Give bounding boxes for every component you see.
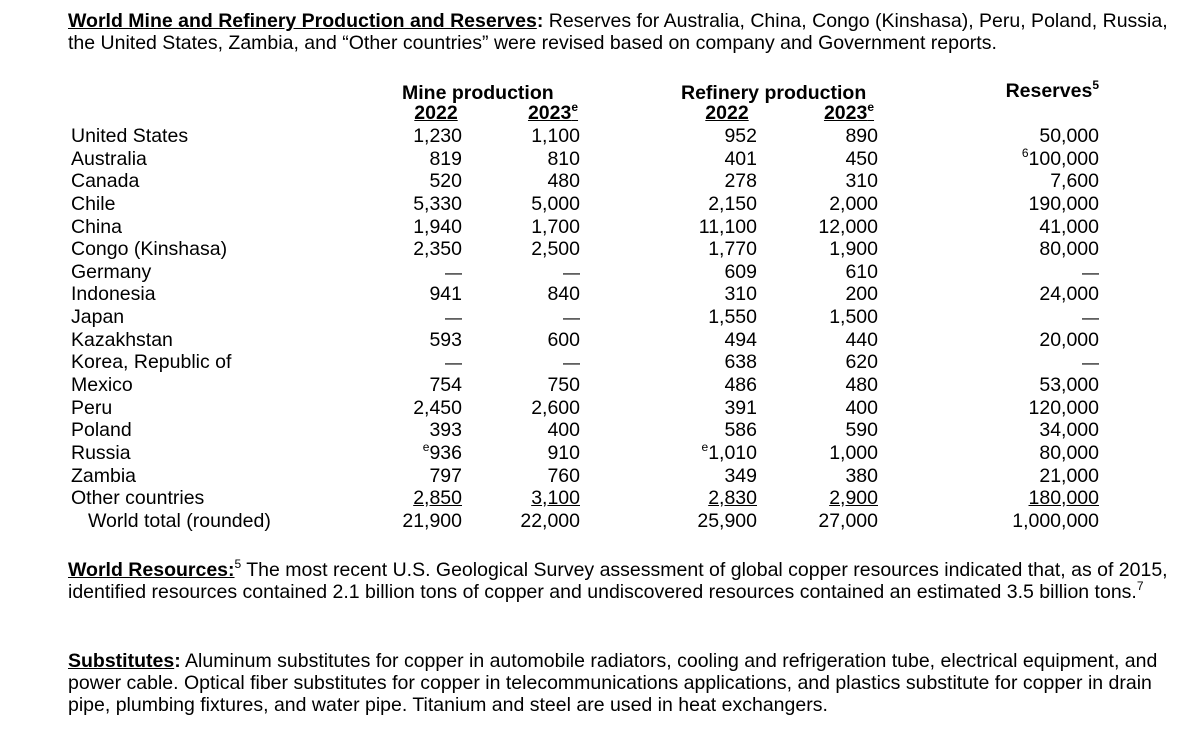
reserves-cell: 41,000 <box>1039 215 1099 238</box>
refinery-2022-cell: 11,100 <box>698 215 757 238</box>
country-name: Peru <box>71 396 113 419</box>
mine-2023-cell: 750 <box>547 374 580 397</box>
country-name: Zambia <box>71 464 137 487</box>
mine-2022-cell: — <box>445 353 462 373</box>
mine-2023-cell: 3,100 <box>531 487 580 510</box>
mine-2023-cell: 400 <box>547 419 580 442</box>
refinery-2023-cell: 1,500 <box>829 306 878 329</box>
table-row <box>0 397 1200 420</box>
reserves-footnote: 5 <box>1092 78 1099 92</box>
refinery-2022-cell: 2,150 <box>708 192 757 215</box>
reserves-cell: 1,000,000 <box>1012 509 1099 532</box>
refinery-2023-cell: 450 <box>845 147 878 170</box>
country-name: Australia <box>71 147 147 170</box>
table-row <box>0 510 1200 533</box>
mine-2023-cell: — <box>563 262 580 282</box>
mine-2022-cell: — <box>445 308 462 328</box>
country-name: Russia <box>71 441 131 464</box>
refinery-2023-cell: 380 <box>845 464 878 487</box>
refinery-2022-cell: 1,550 <box>708 306 757 329</box>
reserves-header: Reserves$^5$ <box>1005 78 1099 102</box>
reserves-cell: 180,000 <box>1028 487 1099 510</box>
table-row <box>0 193 1200 216</box>
mine-2022-cell: 1,940 <box>413 215 462 238</box>
reserves-cell: $^6$100,000 <box>1021 145 1099 170</box>
reserves-cell: 190,000 <box>1028 192 1099 215</box>
substitutes-text: Aluminum substitutes for copper in automobile radiators, cooling and refrigeration tube, electrical equipment, and power cable. Optical fiber substitutes for copper in telecommunications applications, and plastics substitute for copper in drain pipe, plumbing fixtures, and water pipe. Titanium and steel are used in heat exchangers. <box>68 650 1158 716</box>
country-name: Korea, Republic of <box>71 351 232 374</box>
mine-2023-cell: 1,100 <box>531 125 580 147</box>
mine-2022-cell: 2,850 <box>413 487 462 510</box>
table-row <box>0 145 1200 171</box>
country-name: World total (rounded) <box>88 509 271 532</box>
refinery-2022-cell: 2,830 <box>708 487 757 510</box>
country-name: Japan <box>71 306 125 329</box>
country-name: United States <box>71 125 189 147</box>
substitutes-paragraph: Substitutes: Aluminum substitutes for copper in automobile radiators, cooling and refrigeration tube, electrical equipment, and power cable. Optical fiber substitutes for copper in telecommunications applications, and plastics substitute for copper in drain pipe, plumbing fixtures, and water pipe. Titanium and steel are used in heat exchangers. <box>68 650 1158 716</box>
mine-2022-cell: 5,330 <box>413 192 462 215</box>
table-row <box>0 419 1200 442</box>
mine-2023-cell: — <box>563 353 580 373</box>
reserves-cell: 20,000 <box>1039 328 1099 351</box>
refinery-2023-cell: 12,000 <box>818 215 878 238</box>
mine-2023-cell: 2,500 <box>531 238 580 261</box>
refinery-2022-cell: 349 <box>724 464 757 487</box>
refinery-2022-cell: 638 <box>724 351 757 374</box>
reserves-cell: 21,000 <box>1039 464 1099 487</box>
mine-2023-cell: 810 <box>547 147 580 170</box>
refinery-2022-cell: 278 <box>724 170 757 193</box>
mine-2022-cell: 393 <box>429 419 462 442</box>
substitutes-heading: Substitutes <box>68 650 175 672</box>
resources-heading: World Resources: <box>68 559 235 581</box>
mine-2022-cell: 754 <box>429 374 462 397</box>
reserves-cell: 120,000 <box>1028 396 1099 419</box>
refinery-2023-header: 2023e <box>823 100 875 124</box>
country-name: Poland <box>71 419 132 442</box>
refinery-2023-cell: 620 <box>845 351 878 374</box>
table-row <box>0 238 1200 261</box>
refinery-2022-cell: 952 <box>724 125 757 147</box>
country-name: Mexico <box>71 374 133 397</box>
country-name: Canada <box>71 170 140 193</box>
refinery-2022-cell: 609 <box>724 260 757 283</box>
production-table <box>0 125 1200 533</box>
mine-production-header: Mine production <box>402 82 554 104</box>
refinery-2023-cell: 1,000 <box>829 441 878 464</box>
reserves-cell: 34,000 <box>1039 419 1099 442</box>
mine-2022-header: 2022 <box>414 102 458 124</box>
reserves-cell: 80,000 <box>1039 238 1099 261</box>
intro-paragraph: World Mine and Refinery Production and Reserves: Reserves for Australia, China, Congo (Kinshasa), Peru, Poland, Russia, the United States, Zambia, and “Other countries” were revised based on company and Government reports. <box>68 10 1168 54</box>
mine-2022-cell: 2,450 <box>413 396 462 419</box>
table-row <box>0 216 1200 239</box>
refinery-2023-cell: 310 <box>845 170 878 193</box>
resources-paragraph: World Resources:$^5$ The most recent U.S. Geological Survey assessment of global copper resources indicated that, as of 2015, identified resources contained 2.1 billion tons of copper and undiscovered resources contained an estimated 3.5 billion tons.$^7$ <box>68 557 1168 603</box>
table-row <box>0 170 1200 193</box>
table-row <box>0 374 1200 397</box>
mine-2022-cell: 819 <box>429 147 462 170</box>
refinery-2023-cell: 610 <box>845 260 878 283</box>
mine-2023-header: 2023e <box>527 100 579 124</box>
mine-2022-cell: — <box>445 262 462 282</box>
mine-2022-cell: 21,900 <box>402 509 462 532</box>
country-name: Germany <box>71 260 152 283</box>
table-row <box>0 261 1200 284</box>
refinery-2023-cell: 200 <box>845 283 878 306</box>
mine-2023-cell: 1,700 <box>531 215 580 238</box>
reserves-cell: 7,600 <box>1050 170 1099 193</box>
refinery-2023-cell: 890 <box>845 125 878 147</box>
table-row <box>0 351 1200 374</box>
mine-2023-cell: 600 <box>547 328 580 351</box>
refinery-2023-cell: 27,000 <box>818 509 878 532</box>
table-row <box>0 283 1200 306</box>
mine-2022-cell: 941 <box>429 283 462 306</box>
refinery-2022-cell: 586 <box>724 419 757 442</box>
table-row <box>0 439 1200 465</box>
mine-2022-cell: 1,230 <box>413 125 462 147</box>
reserves-cell: — <box>1082 353 1099 373</box>
mine-2023-cell: — <box>563 308 580 328</box>
table-row <box>0 125 1200 148</box>
intro-text: Reserves for Australia, China, Congo (Kinshasa), Peru, Poland, Russia, the United States, Zambia, and “Other countries” were revised based on company and Government reports. <box>68 10 1168 54</box>
mine-2022-cell: 520 <box>429 170 462 193</box>
country-name: Indonesia <box>71 283 156 306</box>
refinery-production-header: Refinery production <box>681 82 867 104</box>
table-row <box>0 329 1200 352</box>
reserves-cell: 50,000 <box>1039 125 1099 147</box>
mine-2022-cell: 797 <box>429 464 462 487</box>
refinery-2023-cell: 2,900 <box>829 487 878 510</box>
refinery-2022-cell: $^e$1,010 <box>701 439 757 464</box>
mine-2022-cell: 593 <box>429 328 462 351</box>
refinery-2023-cell: 480 <box>845 374 878 397</box>
refinery-2022-cell: 486 <box>724 374 757 397</box>
mine-2023-cell: 910 <box>547 441 580 464</box>
mine-2023-cell: 760 <box>547 464 580 487</box>
reserves-cell: 53,000 <box>1039 374 1099 397</box>
refinery-2022-cell: 401 <box>724 147 757 170</box>
table-row <box>0 465 1200 488</box>
mine-2022-cell: $^e$936 <box>422 439 462 464</box>
country-name: China <box>71 215 122 238</box>
refinery-2022-cell: 25,900 <box>697 509 757 532</box>
refinery-2023-cell: 400 <box>845 396 878 419</box>
refinery-2022-cell: 391 <box>724 396 757 419</box>
reserves-cell: — <box>1082 262 1099 282</box>
refinery-2022-header: 2022 <box>705 102 749 124</box>
reserves-cell: 24,000 <box>1039 283 1099 306</box>
table-row <box>0 306 1200 329</box>
refinery-2023-cell: 2,000 <box>829 192 878 215</box>
resources-text: The most recent U.S. Geological Survey assessment of global copper resources indicated that, as of 2015, identified resources contained 2.1 billion tons of copper and undiscovered resources contained an estimated 3.5 billion tons. <box>68 559 1168 603</box>
refinery-2022-cell: 1,770 <box>708 238 757 261</box>
refinery-2022-cell: 494 <box>724 328 757 351</box>
mine-2023-cell: 2,600 <box>531 396 580 419</box>
mine-2023-cell: 5,000 <box>531 192 580 215</box>
mine-2023-cell: 480 <box>547 170 580 193</box>
country-name: Other countries <box>71 487 205 510</box>
refinery-2023-cell: 590 <box>845 419 878 442</box>
country-name: Chile <box>71 192 116 215</box>
mine-2023-cell: 22,000 <box>520 509 580 532</box>
table-row <box>0 487 1200 510</box>
mine-2023-cell: 840 <box>547 283 580 306</box>
refinery-2022-cell: 310 <box>724 283 757 306</box>
reserves-cell: 80,000 <box>1039 441 1099 464</box>
country-name: Kazakhstan <box>71 328 173 351</box>
country-name: Congo (Kinshasa) <box>71 238 228 261</box>
refinery-2023-cell: 1,900 <box>829 238 878 261</box>
refinery-2023-cell: 440 <box>845 328 878 351</box>
mine-2022-cell: 2,350 <box>413 238 462 261</box>
reserves-cell: — <box>1082 308 1099 328</box>
intro-heading: World Mine and Refinery Production and Reserves <box>68 10 537 32</box>
